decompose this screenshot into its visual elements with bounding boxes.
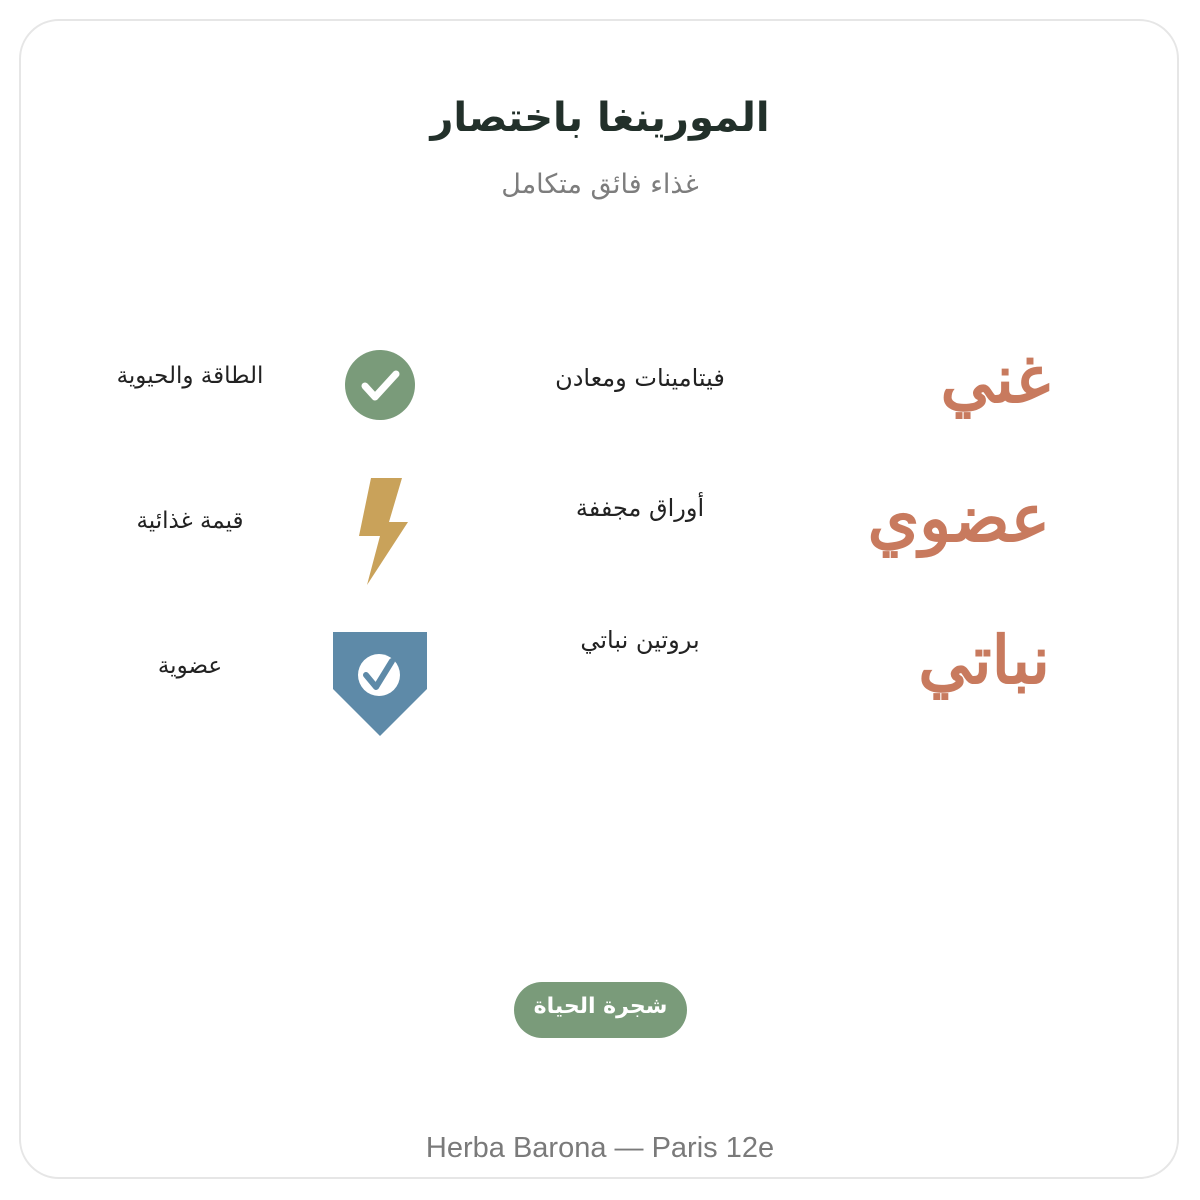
footer-brand-location: Herba Barona — Paris 12e: [425, 1132, 775, 1164]
benefit-organic: عضوية: [157, 653, 223, 679]
keyword-vegetal: نباتي: [918, 621, 1050, 699]
keyword-organic: عضوي: [867, 479, 1050, 557]
detail-vitamins-minerals: فيتامينات ومعادن: [555, 364, 725, 392]
benefit-energy-vitality: الطاقة والحيوية: [116, 363, 264, 389]
tree-of-life-badge: شجرة الحياة: [514, 982, 687, 1038]
shield-check-icon: [332, 631, 428, 737]
detail-plant-protein: بروتين نباتي: [580, 626, 700, 654]
benefit-nutritional-value: قيمة غذائية: [136, 508, 244, 534]
detail-dried-leaves: أوراق مجففة: [575, 494, 705, 522]
keyword-rich: غني: [940, 340, 1050, 418]
page-subtitle: غذاء فائق متكامل: [501, 169, 699, 200]
page-title: المورينغا باختصار: [430, 95, 770, 141]
lightning-bolt-icon: [355, 478, 409, 586]
check-circle-icon: [344, 349, 416, 421]
